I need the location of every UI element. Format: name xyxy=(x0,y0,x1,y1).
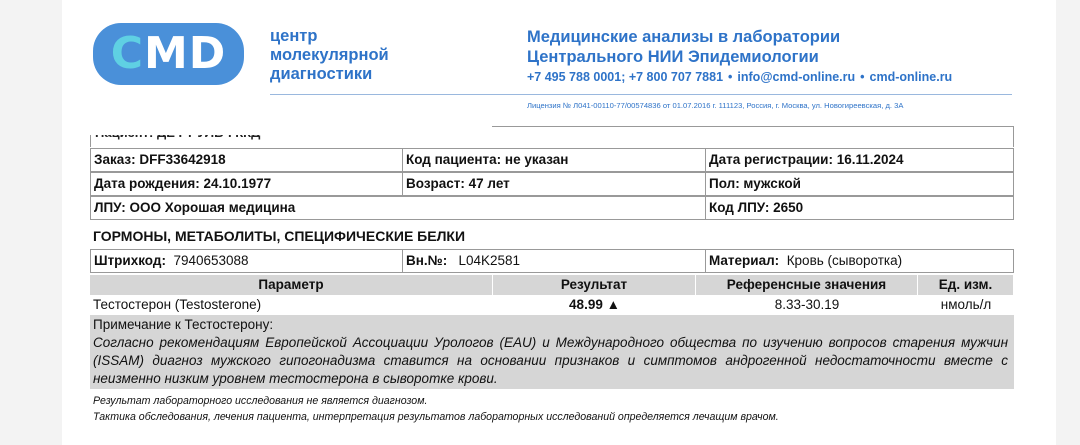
disclaimer-line: Тактика обследования, лечения пациента, интерпретация результатов лабораторных исследований определяется лечащим врачом. xyxy=(93,411,779,423)
material-cell xyxy=(705,249,1014,273)
brand-name xyxy=(270,27,389,84)
phone-numbers: +7 495 788 0001; +7 800 707 7881 xyxy=(527,70,724,84)
header-title-line: Центрального НИИ Эпидемиологии xyxy=(527,48,819,66)
section-title: ГОРМОНЫ, МЕТАБОЛИТЫ, СПЕЦИФИЧЕСКИЕ БЕЛКИ xyxy=(93,228,466,244)
note-text: Согласно рекомендациям Европейской Ассоциации Урологов (EAU) и Международного общества по изучению вопросов старения мужчин (ISSAM) диагноз мужского гипогонадизма ставится на основании признаков и симптомов андрогенной недостаточности вместе с неизменно низким уровнем тестостерона в сыворотке крови. xyxy=(93,335,1008,386)
site-link[interactable]: cmd-online.ru xyxy=(869,70,953,84)
logo-letter-c: C xyxy=(110,28,144,79)
brand-line: молекулярной xyxy=(270,46,389,64)
info-row xyxy=(90,172,1014,195)
row-unit: нмоль/л xyxy=(940,297,992,312)
patient-sex: Пол: мужской xyxy=(705,172,1014,196)
header-title xyxy=(527,27,840,67)
material-label: Материал: xyxy=(709,253,780,268)
brand-line: диагностики xyxy=(270,65,373,83)
testosterone-note xyxy=(90,315,1014,389)
results-table-header xyxy=(90,275,1014,295)
header-divider xyxy=(270,94,1012,95)
row-reference: 8.33-30.19 xyxy=(774,297,840,312)
email-link[interactable]: info@cmd-online.ru xyxy=(737,70,856,84)
logo-letters-md: MD xyxy=(143,28,227,79)
note-title: Примечание к Тестостерону: xyxy=(93,317,274,332)
header-title-line: Медицинские анализы в лаборатории xyxy=(527,28,841,46)
material-value: Кровь (сыворотка) xyxy=(786,253,903,268)
header-reference: Референсные значения xyxy=(696,275,918,295)
inner-number-value: L04K2581 xyxy=(458,253,521,268)
disclaimer xyxy=(93,393,779,425)
header-unit: Ед. изм. xyxy=(918,275,1014,295)
separator-dot: • xyxy=(860,70,865,84)
license-text: Лицензия № Л041-00110-77/00574836 от 01.07.2016 г. 111123, Россия, г. Москва, ул. Новогиреевская, д. 3А xyxy=(527,101,904,110)
info-row xyxy=(90,196,1014,219)
barcode-label: Штрихкод: xyxy=(94,253,166,268)
birth-date: Дата рождения: 24.10.1977 xyxy=(90,172,403,196)
inner-number-cell xyxy=(402,249,706,273)
lpu-code: Код ЛПУ: 2650 xyxy=(705,196,1014,220)
cmd-logo xyxy=(93,23,244,85)
logo-text xyxy=(110,28,227,79)
header-result: Результат xyxy=(493,275,696,295)
lpu-name: ЛПУ: ООО Хорошая медицина xyxy=(90,196,706,220)
patient-code: Код пациента: не указан xyxy=(402,148,706,172)
order-number: Заказ: DFF33642918 xyxy=(90,148,403,172)
inner-number-label: Вн.№: xyxy=(406,253,448,268)
redaction-overlay xyxy=(66,100,492,135)
separator-dot: • xyxy=(728,70,733,84)
row-parameter: Тестостерон (Testosterone) xyxy=(93,297,262,312)
header-parameter: Параметр xyxy=(90,275,493,295)
disclaimer-line: Результат лабораторного исследования не является диагнозом. xyxy=(93,395,428,407)
barcode-value: 7940653088 xyxy=(173,253,249,268)
header-contacts xyxy=(527,70,952,84)
patient-age: Возраст: 47 лет xyxy=(402,172,706,196)
info-row xyxy=(90,148,1014,171)
barcode-cell xyxy=(90,249,403,273)
table-row xyxy=(90,295,1014,315)
registration-date: Дата регистрации: 16.11.2024 xyxy=(705,148,1014,172)
row-result: 48.99 ▲ xyxy=(569,297,620,312)
brand-line: центр xyxy=(270,27,318,45)
sample-row xyxy=(90,249,1014,272)
